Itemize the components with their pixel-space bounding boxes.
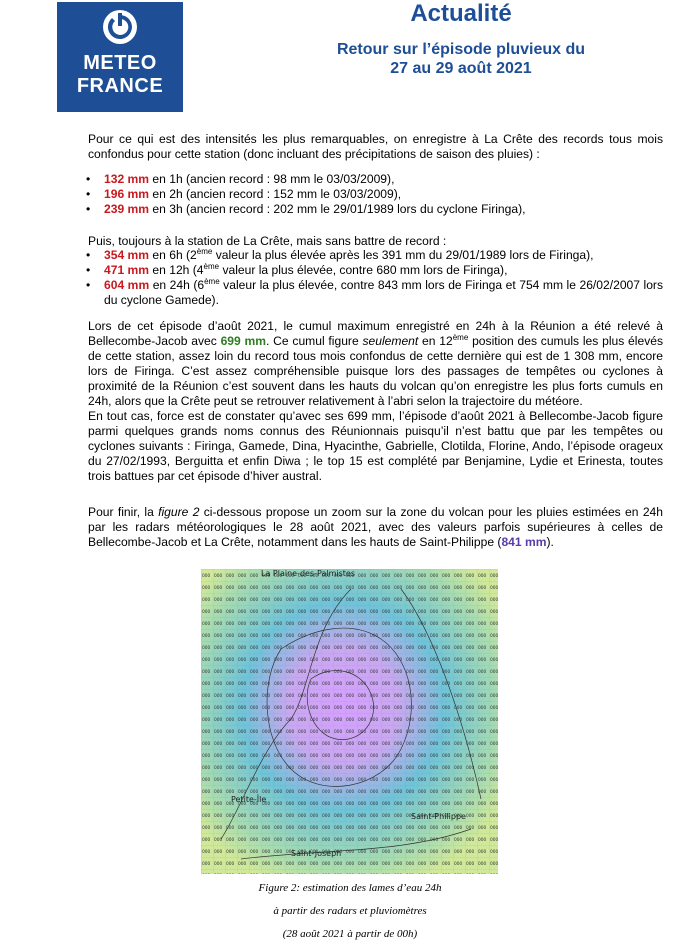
logo-text-france: FRANCE <box>76 75 164 97</box>
max-cumul-value: 699 mm <box>220 334 267 348</box>
bullet-icon: • <box>86 187 91 201</box>
paragraph-text: Lors de cet épisode d’août 2021, le cumul maximum enregistré en 24h à la Réunion a été relevé à Bellecombe-Jacob avec <box>88 319 663 348</box>
list-item <box>88 172 663 187</box>
figure-caption-line-3: (28 août 2021 à partir de 00h) <box>282 928 418 940</box>
bullet-icon: • <box>86 278 91 292</box>
record-text: en 3h (ancien record : 202 mm le 29/01/1989 lors du cyclone Firinga), <box>149 202 526 216</box>
paragraph-text: ). <box>546 535 554 549</box>
logo-text-meteo: METEO <box>83 52 157 74</box>
nonrecord-value: 604 mm <box>104 278 150 292</box>
bullet-icon: • <box>86 202 91 216</box>
page-subtitle <box>296 40 626 78</box>
record-value: 196 mm <box>104 187 150 201</box>
list-item <box>88 278 663 308</box>
value-grid <box>201 569 498 874</box>
max-radar-value: 841 mm <box>501 535 547 549</box>
record-text: en 2h (ancien record : 152 mm le 03/03/2009), <box>149 187 402 201</box>
paragraph-text: Pour finir, la <box>88 505 159 519</box>
superscript: ème <box>196 246 213 256</box>
superscript: ème <box>204 276 220 286</box>
analysis-paragraph <box>88 319 663 484</box>
list-item <box>88 187 663 202</box>
figure-intro-paragraph <box>88 505 663 550</box>
nonrecord-text: en 24h (6 <box>149 278 205 292</box>
figure-reference: figure 2 <box>158 505 200 519</box>
map-label-saint-philippe: Saint-Philippe <box>411 812 466 821</box>
superscript: ème <box>452 332 469 342</box>
nonrecord-text: valeur la plus élevée, contre 680 mm lors de Firinga), <box>219 263 508 277</box>
nonrecord-value: 354 mm <box>104 248 150 262</box>
rainfall-map <box>201 569 498 874</box>
paragraph-text: . Ce cumul figure <box>266 334 363 348</box>
logo-emblem-icon <box>103 10 137 44</box>
nonrecord-text: en 12h (4 <box>149 263 204 277</box>
page-title: Actualité <box>410 0 512 27</box>
superscript: ème <box>203 261 220 271</box>
emphasis-text: seulement <box>362 334 419 348</box>
intro-paragraph: Pour ce qui est des intensités les plus remarquables, on enregistre à La Crête des records tous mois confondus pour cette station (donc incluant des précipitations de saison des pluies) : <box>88 132 663 161</box>
list-item <box>88 263 663 278</box>
nonrecord-value: 471 mm <box>104 263 150 277</box>
paragraph-text: En tout cas, force est de constater qu’avec ses 699 mm, l’épisode d’août 2021 à Bellecombe-Jacob figure parmi quelques grands noms connus des Réunionnais puisqu’il n’est battu que par les tempêtes ou cyclones suivants : Firinga, Gamede, Dina, Hyacinthe, Gabrielle, Clotilda, Florine, Ando, l’épisode orageux du 27/02/1993, Berguitta et enfin Diwa ; le top 15 est complété par Benjamine, Lydie et Erinesta, toutes trois battues par cet épisode d’hiver austral. <box>88 409 663 483</box>
paragraph-text: ci-dessous propose un zoom sur la zone du volcan pour les pluies estimées en 24h par les radars météorologiques le 28 août 2021, avec des valeurs parfois supérieures à celles de Bellecombe-Jacob et La Crête, notamment dans les hauts de Saint-Philippe ( <box>88 505 664 549</box>
paragraph-text: position des cumuls les plus élevés de cette station, assez loin du record tous mois confondus de cette dernière qui est de 1 308 mm, encore lors de Firinga. C’est assez compréhensible puisque lors des passages de tempêtes ou cyclones à proximité de la Réunion c’est souvent dans les hauts du volcan qu’on enregistre les plus forts cumuls en 24h, alors que la Crête peut se retrouver relativement à l’abri selon la trajectoire du météore. <box>88 334 664 408</box>
map-label-petite-ile: Petite-Île <box>231 795 267 804</box>
bullet-icon: • <box>86 172 91 186</box>
nonrecord-text: en 6h (2 <box>149 248 197 262</box>
paragraph-text: en 12 <box>418 334 453 348</box>
nonrecord-text: valeur la plus élevée, contre 843 mm lors de Firinga et 754 mm le 26/02/2007 lors du cyclone Gamede). <box>104 278 664 307</box>
record-text: en 1h (ancien record : 98 mm le 03/03/2009), <box>149 172 395 186</box>
meteo-france-logo <box>57 2 183 112</box>
bullet-icon: • <box>86 263 91 277</box>
nonrecord-text: valeur la plus élevée après les 391 mm du 29/01/1989 lors de Firinga), <box>212 248 594 262</box>
figure-caption-line-1: Figure 2: estimation des lames d’eau 24h <box>258 882 442 894</box>
subtitle-line-1: Retour sur l’épisode pluvieux du <box>336 41 586 58</box>
record-value: 132 mm <box>104 172 150 186</box>
then-paragraph: Puis, toujours à la station de La Crête, mais sans battre de record : <box>88 234 447 248</box>
list-item <box>88 202 663 217</box>
records-list <box>88 172 663 217</box>
figure-caption-line-2: à partir des radars et pluviomètres <box>273 905 427 917</box>
map-label-plaine: La Plaine-des-Palmistes <box>261 569 356 578</box>
bullet-icon: • <box>86 248 91 262</box>
rainfall-map-figure <box>201 569 498 874</box>
nonrecords-list <box>88 248 663 308</box>
map-label-saint-joseph: Saint-Joseph <box>291 849 342 858</box>
record-value: 239 mm <box>104 202 150 216</box>
list-item <box>88 248 663 263</box>
subtitle-line-2: 27 au 29 août 2021 <box>390 60 532 77</box>
